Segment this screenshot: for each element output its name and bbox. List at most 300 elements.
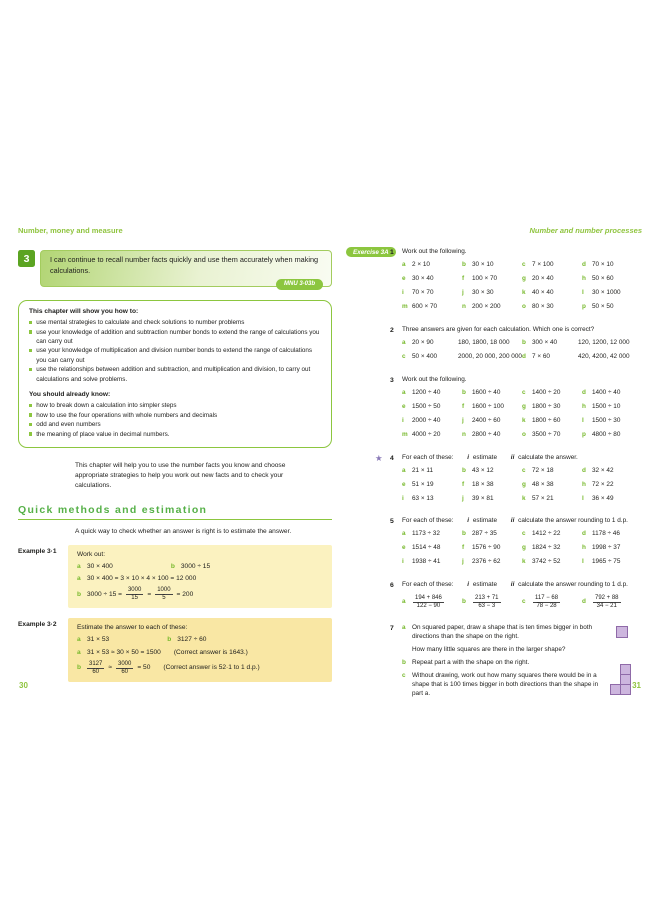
example-parts <box>77 635 323 645</box>
part-letter: d <box>582 466 586 474</box>
part-letter: j <box>462 416 464 424</box>
exercise-part <box>582 403 642 412</box>
already-know-list <box>29 401 321 439</box>
fraction-denominator: 15 <box>131 595 138 602</box>
exercise-part <box>402 530 462 539</box>
part-letter: f <box>462 480 465 488</box>
fraction <box>87 661 104 676</box>
exercise-part <box>582 389 642 398</box>
roman-ii-text: calculate the answer. <box>518 453 578 461</box>
part-letter: c <box>522 530 526 538</box>
part-letter: l <box>582 288 584 296</box>
exercise-part <box>402 261 462 270</box>
part-expression: 1514 ÷ 48 <box>412 544 441 552</box>
part-expression: 20 × 90 <box>412 338 434 346</box>
part-expression: 1965 ÷ 75 <box>592 558 621 566</box>
fraction <box>116 661 133 676</box>
section-title: Quick methods and estimation <box>18 504 332 520</box>
book-spread <box>18 226 642 697</box>
bullet-marker-icon <box>29 423 32 426</box>
learning-outcome-text: I can continue to recall number facts quickly and use them accurately when making calculations. <box>50 255 319 275</box>
part-expression: 1400 ÷ 40 <box>592 388 621 396</box>
subpart-a-followup: How many little squares are there in the larger shape? <box>412 646 566 654</box>
part-letter: k <box>522 416 526 424</box>
part-letter: h <box>582 402 586 410</box>
part-letter: i <box>402 494 404 502</box>
fraction-numerator: 3000 <box>117 660 132 667</box>
bullet-marker-icon <box>29 368 32 371</box>
roman-ii: ii <box>510 517 515 525</box>
part-letter: j <box>462 494 464 502</box>
part-expression: 4800 ÷ 80 <box>592 430 621 438</box>
part-letter: b <box>170 562 175 570</box>
answer-options: 420, 4200, 42 000 <box>578 352 630 360</box>
chapter-number: 3 <box>18 250 35 267</box>
exercise-part <box>522 353 642 362</box>
bullet-item <box>29 411 321 420</box>
part-letter: k <box>522 494 526 502</box>
part-letter: f <box>462 274 465 282</box>
part-letter: m <box>402 302 408 310</box>
example-part <box>77 635 109 645</box>
part-letter: i <box>402 558 404 566</box>
exercise-part <box>402 595 462 610</box>
page-left <box>18 226 332 690</box>
grid-cell <box>620 684 631 695</box>
part-letter: d <box>582 388 586 396</box>
exercise-part <box>582 558 642 567</box>
question-parts <box>402 389 642 440</box>
part-letter: b <box>462 388 466 396</box>
fraction-numerator: 3000 <box>127 587 142 594</box>
question-text-main: For each of these: <box>402 581 454 589</box>
part-letter: o <box>522 302 526 310</box>
roman-i: i <box>467 517 470 525</box>
equals-sign: = <box>147 590 152 598</box>
part-expression: 3742 ÷ 52 <box>532 558 561 566</box>
question-parts <box>402 530 642 567</box>
approx-sign: ≈ <box>108 664 112 672</box>
square-shape-figure <box>616 626 628 638</box>
exercise-part <box>402 389 462 398</box>
part-expression: 30 × 400 <box>87 562 113 570</box>
part-expression: 1938 ÷ 41 <box>412 558 441 566</box>
exercise-part <box>462 261 522 270</box>
part-expression: 31 × 53 <box>87 635 110 643</box>
question-number: 4 <box>390 454 394 462</box>
exercise-part <box>402 275 462 284</box>
fraction-numerator: 213 + 71 <box>475 595 499 602</box>
exercise-part <box>582 303 642 312</box>
exercise-part <box>522 289 582 298</box>
exercise-part <box>462 275 522 284</box>
roman-i-text: estimate <box>472 453 498 461</box>
fraction <box>473 595 501 610</box>
roman-i: i <box>467 453 470 461</box>
exercise-part <box>522 544 582 553</box>
part-letter: a <box>402 466 406 474</box>
running-head-right: Number and number processes <box>529 226 642 235</box>
part-expression: 1800 ÷ 60 <box>532 416 561 424</box>
fraction-numerator: 792 + 88 <box>595 595 619 602</box>
exercise-part <box>462 544 522 553</box>
exercise-part <box>402 558 462 567</box>
part-expression: 40 × 40 <box>532 288 554 296</box>
exercise-part <box>402 417 462 426</box>
bullet-text: use your knowledge of multiplication and division number bonds to extend the range of calculations you can carry out <box>36 347 313 364</box>
bullet-item <box>29 328 321 347</box>
question-parts <box>402 467 642 504</box>
show-how-list <box>29 318 321 384</box>
part-expression: 30 × 40 <box>412 274 434 282</box>
part-letter: g <box>522 544 526 552</box>
part-letter: j <box>462 288 464 296</box>
part-letter: n <box>462 430 466 438</box>
exercise-part <box>582 417 642 426</box>
part-letter: c <box>522 388 526 396</box>
question-text-main: For each of these: <box>402 453 454 461</box>
solution-result: = 50 <box>137 664 151 672</box>
exercise-part <box>522 495 582 504</box>
part-expression: 18 × 38 <box>472 480 494 488</box>
part-letter: l <box>582 416 584 424</box>
part-letter: a <box>402 338 406 346</box>
question-2 <box>346 326 642 362</box>
solution-line-a <box>77 648 323 658</box>
part-expression: 48 × 38 <box>532 480 554 488</box>
part-expression: 43 × 12 <box>472 466 494 474</box>
exercise-part <box>522 403 582 412</box>
fraction <box>533 595 560 610</box>
fraction-numerator: 1000 <box>157 587 171 594</box>
exercise-part <box>582 481 642 490</box>
roman-ii-text: calculate the answer rounding to 1 d.p. <box>518 517 628 525</box>
part-expression: 51 × 19 <box>412 480 434 488</box>
exercise-part <box>402 495 462 504</box>
exercise-part <box>522 389 582 398</box>
part-text: Repeat part a with the shape on the right. <box>412 659 530 666</box>
example-box <box>68 618 332 681</box>
example-part <box>171 562 210 572</box>
fraction-denominator: 60 <box>121 668 128 675</box>
bullet-text: how to use the four operations with whole numbers and decimals <box>36 411 218 419</box>
part-letter: l <box>582 494 584 502</box>
exercise-part <box>462 403 522 412</box>
part-letter: l <box>582 558 584 566</box>
question-body <box>402 624 600 699</box>
bullet-marker-icon <box>29 432 32 435</box>
part-letter: h <box>582 544 586 552</box>
part-letter: b <box>462 598 466 606</box>
bullet-item <box>29 420 321 429</box>
part-expression: 1200 ÷ 40 <box>412 388 441 396</box>
part-letter: m <box>402 430 408 438</box>
bullet-marker-icon <box>29 330 32 333</box>
part-expression: 200 × 200 <box>472 302 501 310</box>
exercise-part <box>462 481 522 490</box>
part-letter: d <box>582 598 586 606</box>
exercise-part <box>582 595 642 610</box>
solution-text: 3000 ÷ 15 = <box>87 590 122 598</box>
solution-text: 30 × 400 = 3 × 10 × 4 × 100 = 12 000 <box>87 575 197 583</box>
question-text: Work out the following. <box>402 375 467 383</box>
bullet-item <box>29 318 321 327</box>
exercise-part <box>522 339 642 348</box>
part-letter: b <box>462 466 466 474</box>
exercise-part <box>582 530 642 539</box>
part-letter: f <box>462 544 465 552</box>
part-expression: 1576 ÷ 90 <box>472 544 501 552</box>
exercise-part <box>402 289 462 298</box>
exercise-part <box>462 389 522 398</box>
question-5 <box>346 517 642 567</box>
part-letter: e <box>402 480 406 488</box>
part-expression: 1500 ÷ 30 <box>592 416 621 424</box>
roman-ii-text: calculate the answer rounding to 1 d.p. <box>518 581 628 589</box>
page-number-right: 31 <box>632 681 641 690</box>
part-expression: 7 × 100 <box>532 260 554 268</box>
part-expression: 57 × 21 <box>532 494 554 502</box>
bullet-text: use the relationships between addition and subtraction, and multiplication and division, to carry out calculations and solve problems. <box>36 366 311 383</box>
bullet-item <box>29 365 321 384</box>
exercise-part <box>462 467 522 476</box>
part-letter: c <box>402 671 406 679</box>
fraction-numerator: 194 + 846 <box>415 595 442 602</box>
part-letter: f <box>462 402 465 410</box>
example-parts <box>77 562 323 572</box>
part-letter: k <box>522 558 526 566</box>
part-expression: 72 × 22 <box>592 480 614 488</box>
part-expression: 4000 ÷ 20 <box>412 430 441 438</box>
part-letter: a <box>402 530 406 538</box>
bullet-marker-icon <box>29 404 32 407</box>
part-expression: 36 × 49 <box>592 494 614 502</box>
fraction-numerator: 117 − 68 <box>535 595 559 602</box>
roman-i: i <box>467 581 470 589</box>
part-expression: 2000 ÷ 40 <box>412 416 441 424</box>
part-expression: 287 ÷ 35 <box>472 530 497 538</box>
part-letter: i <box>402 288 404 296</box>
part-letter: b <box>77 664 82 672</box>
exercise-part <box>462 595 522 610</box>
example-part <box>167 635 206 645</box>
exercise-questions <box>346 248 642 699</box>
exercise-part <box>522 558 582 567</box>
exercise-part <box>522 275 582 284</box>
part-expression: 63 × 13 <box>412 494 434 502</box>
question-3 <box>346 376 642 440</box>
subpart-b <box>402 659 600 668</box>
part-expression: 70 × 10 <box>592 260 614 268</box>
part-letter: a <box>402 388 406 396</box>
part-expression: 3127 ÷ 60 <box>177 635 207 643</box>
part-letter: d <box>522 352 526 360</box>
fraction-denominator: 60 <box>92 668 100 675</box>
chapter-banner-row <box>18 250 332 287</box>
part-expression: 30 × 1000 <box>592 288 621 296</box>
part-expression: 32 × 42 <box>592 466 614 474</box>
part-expression: 50 × 50 <box>592 302 614 310</box>
example-prompt: Estimate the answer to each of these: <box>77 624 188 632</box>
exercise-part <box>462 417 522 426</box>
exercise-part <box>582 431 642 440</box>
bullet-text: odd and even numbers <box>36 421 101 429</box>
part-expression: 30 × 10 <box>472 260 494 268</box>
question-text: Work out the following. <box>402 248 467 255</box>
chapter-intro-paragraph: This chapter will help you to use the number facts you know and choose appropriate strategies to help you work out new facts and to check your calculations. <box>75 461 286 489</box>
exercise-part <box>582 495 642 504</box>
exercise-part <box>402 544 462 553</box>
part-letter: b <box>462 530 466 538</box>
part-letter: a <box>77 575 81 583</box>
fraction-denominator: 5 <box>162 595 166 602</box>
part-expression: 1998 ÷ 37 <box>592 544 621 552</box>
fraction-denominator: 63 − 3 <box>478 603 496 610</box>
part-letter: j <box>462 558 464 566</box>
fraction <box>126 587 143 602</box>
section-lead: A quick way to check whether an answer is right is to estimate the answer. <box>75 527 292 535</box>
subpart-a <box>402 624 600 642</box>
question-parts <box>402 595 642 610</box>
star-icon: ★ <box>375 452 383 463</box>
answer-options: 180, 1800, 18 000 <box>458 338 510 346</box>
example-box <box>68 545 332 608</box>
question-parts <box>402 261 642 312</box>
example-3-2 <box>18 618 332 681</box>
bullet-text: use mental strategies to calculate and check solutions to number problems <box>36 319 245 327</box>
question-text-main: For each of these: <box>402 517 454 525</box>
part-expression: 1600 ÷ 40 <box>472 388 501 396</box>
part-letter: g <box>522 274 526 282</box>
question-7 <box>346 624 642 699</box>
fraction-numerator: 3127 <box>89 660 103 667</box>
part-text: Without drawing, work out how many squares there would be in a shape that is 100 times bigger in both directions than the shape in part a. <box>412 671 599 697</box>
solution-line-a <box>77 574 323 584</box>
exercise-part <box>582 275 642 284</box>
question-6 <box>346 581 642 610</box>
learning-outcome-banner <box>40 250 332 287</box>
exercise-badge: Exercise 3A <box>346 247 396 257</box>
part-expression: 80 × 30 <box>532 302 554 310</box>
part-expression: 3500 ÷ 70 <box>532 430 561 438</box>
part-letter: c <box>522 260 526 268</box>
part-letter: c <box>522 598 526 606</box>
bullet-text: use your knowledge of addition and subtraction number bonds to extend the range of calculations you can carry out <box>36 328 320 346</box>
bullet-item <box>29 346 321 365</box>
part-expression: 39 × 81 <box>472 494 494 502</box>
exercise-part <box>462 431 522 440</box>
example-label: Example 3·1 <box>18 547 57 555</box>
part-letter: b <box>522 338 526 346</box>
part-expression: 30 × 30 <box>472 288 494 296</box>
exercise-part <box>522 481 582 490</box>
part-expression: 3000 ÷ 15 <box>180 562 211 570</box>
part-letter: d <box>582 530 586 538</box>
question-number: 2 <box>390 326 394 334</box>
exercise-part <box>462 289 522 298</box>
question-number: 5 <box>390 518 394 526</box>
bullet-marker-icon <box>29 321 32 324</box>
roman-i-text: estimate <box>472 581 498 589</box>
exercise-part <box>522 303 582 312</box>
exercise-part <box>522 261 582 270</box>
part-expression: 1178 ÷ 46 <box>592 530 620 538</box>
running-head-left: Number, money and measure <box>18 226 123 235</box>
part-expression: 2400 ÷ 60 <box>472 416 501 424</box>
show-how-title: This chapter will show you how to: <box>29 308 139 316</box>
roman-ii: ii <box>510 581 515 589</box>
solution-result: = 200 <box>176 590 194 598</box>
exercise-part <box>522 467 582 476</box>
part-letter: e <box>402 544 406 552</box>
part-expression: 300 × 40 <box>532 338 558 346</box>
part-expression: 72 × 18 <box>532 466 554 474</box>
exercise-part <box>402 339 522 348</box>
part-letter: a <box>402 598 406 606</box>
question-text <box>402 517 642 526</box>
part-letter: p <box>582 430 586 438</box>
question-parts <box>402 339 642 362</box>
l-shape-figure <box>610 664 630 694</box>
part-letter: h <box>582 274 586 282</box>
part-letter: a <box>77 648 81 656</box>
part-expression: 2 × 10 <box>412 260 430 268</box>
exercise-part <box>402 353 522 362</box>
chapter-outcomes-box <box>18 300 332 448</box>
example-label: Example 3·2 <box>18 621 57 629</box>
bullet-item <box>29 430 321 439</box>
part-letter: p <box>582 302 586 310</box>
exercise-part <box>522 417 582 426</box>
question-number: 3 <box>390 376 394 384</box>
subpart-c <box>402 672 600 699</box>
part-expression: 70 × 70 <box>412 288 434 296</box>
fraction <box>155 587 172 602</box>
part-expression: 1500 ÷ 10 <box>592 402 621 410</box>
bullet-item <box>29 401 321 410</box>
part-letter: a <box>402 624 406 632</box>
fraction <box>593 595 621 610</box>
fraction-denominator: 122 − 90 <box>416 603 441 610</box>
question-number: 7 <box>390 625 394 633</box>
question-number: 6 <box>390 582 394 590</box>
part-letter: b <box>402 659 406 666</box>
part-letter: b <box>462 260 466 268</box>
page-right <box>346 226 642 697</box>
exercise-part <box>582 289 642 298</box>
part-expression: 100 × 70 <box>472 274 498 282</box>
part-letter: c <box>402 352 406 360</box>
part-letter: h <box>582 480 586 488</box>
exercise-part <box>402 403 462 412</box>
exercise-part <box>462 303 522 312</box>
exercise-part <box>402 481 462 490</box>
mnu-code-badge: MNU 3-03b <box>276 279 323 290</box>
question-1 <box>346 248 642 312</box>
exercise-part <box>462 495 522 504</box>
exercise-part <box>582 544 642 553</box>
part-expression: 1400 ÷ 20 <box>532 388 561 396</box>
part-expression: 50 × 60 <box>592 274 614 282</box>
exercise-part <box>402 431 462 440</box>
example-3-1 <box>18 545 332 608</box>
exercise-part <box>582 261 642 270</box>
part-letter: k <box>522 288 526 296</box>
part-expression: 1824 ÷ 32 <box>532 544 561 552</box>
question-text: Three answers are given for each calculation. Which one is correct? <box>402 325 595 333</box>
part-letter: a <box>77 562 81 570</box>
part-letter: g <box>522 402 526 410</box>
